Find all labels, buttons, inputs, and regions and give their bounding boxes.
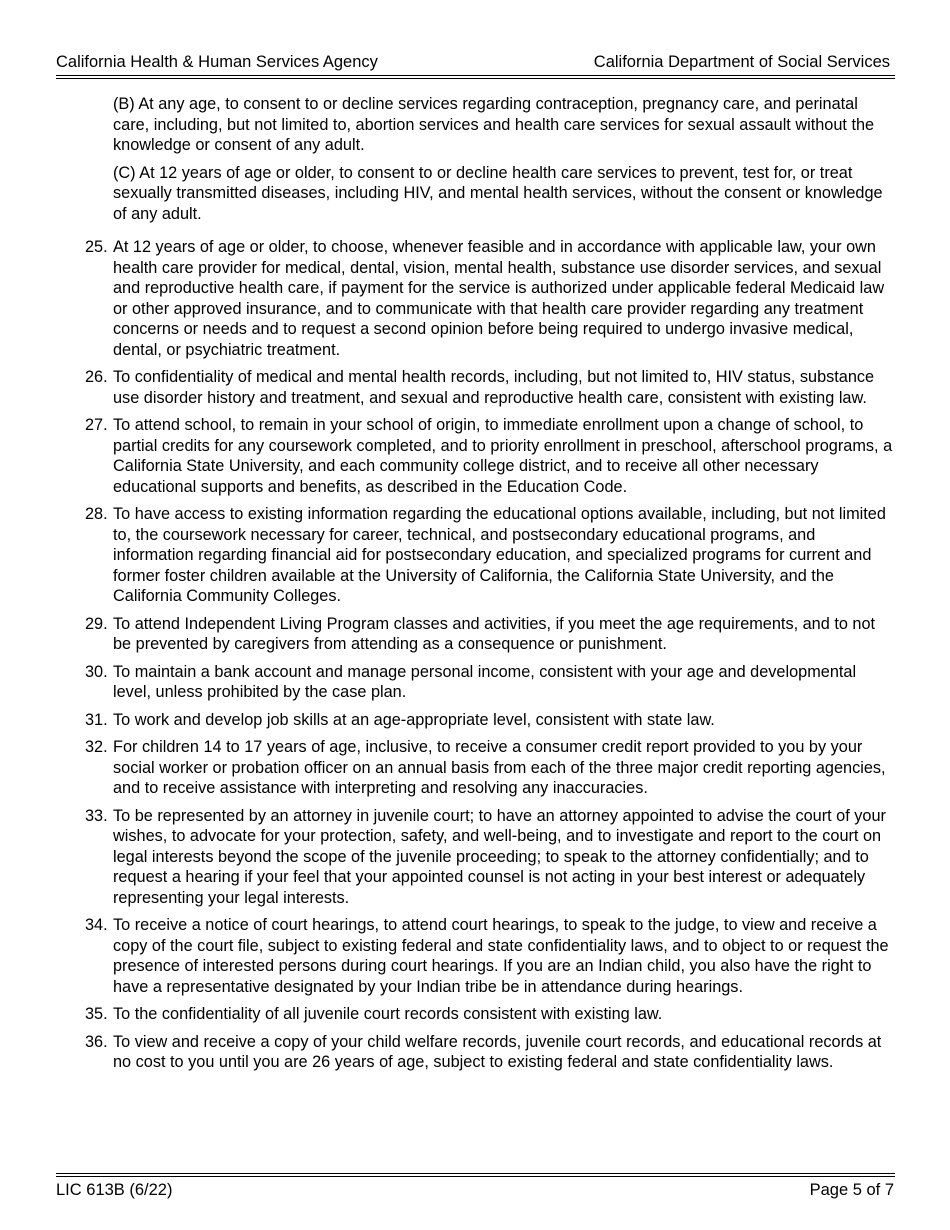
list-item — [85, 367, 894, 408]
item-text: To view and receive a copy of your child welfare records, juvenile court records, and educational records at no cost to you until you are 26 years of age, subject to existing federal and state confidentiality laws. — [113, 1032, 882, 1071]
subitem-b: (B) At any age, to consent to or decline services regarding contraception, pregnancy care, and perinatal care, including, but not limited to, abortion services and health care services for sexual assault without the knowledge or consent of any adult. — [113, 95, 875, 154]
list-item — [85, 415, 894, 497]
item-number: 29. — [85, 614, 108, 633]
item-text: To be represented by an attorney in juvenile court; to have an attorney appointed to advise the court of your wishes, to advocate for your protection, safety, and well-being, and to investigate and report to the court on legal interests beyond the scope of the juvenile proceeding; to speak to the attorney confidentially; and to request a hearing if your feel that your appointed counsel is not acting in your best interest or adequately representing your legal interests. — [113, 806, 886, 907]
item-text: To receive a notice of court hearings, to attend court hearings, to speak to the judge, to view and receive a copy of the court file, subject to existing federal and state confidentiality laws, and to object to or request the presence of interested persons during court hearings. If you are an Indian child, you also have the right to have a representative designated by your Indian tribe be in attendance during hearings. — [113, 916, 889, 996]
item-number: 27. — [85, 416, 108, 434]
page-number: Page 5 of 7 — [809, 1181, 894, 1199]
item-text: To confidentiality of medical and mental health records, including, but not limited to, HIV status, substance use disorder history and treatment, and sexual and reproductive health care, consistent with existing law. — [113, 368, 875, 407]
item-text: To attend school, to remain in your school of origin, to immediate enrollment upon a change of school, to partial credits for any coursework completed, and to priority enrollment in preschool, afterschool programs, a California State University, and each community college district, and to receive all other necessary educational supports and benefits, as described in the Education Code. — [113, 416, 893, 496]
item-text: To attend Independent Living Program classes and activities, if you meet the age requirements, and to not be prevented by caregivers from attending as a consequence or punishment. — [113, 614, 876, 653]
header-rule-top — [56, 75, 895, 76]
rights-list — [85, 237, 894, 1073]
item-text: To have access to existing information regarding the educational options available, including, but not limited to, the coursework necessary for career, technical, and postsecondary educational programs, and information regarding financial aid for postsecondary education, and specialized programs for current and former foster children available at the University of California, the California State University, and the California Community Colleges. — [113, 505, 886, 605]
item-number: 30. — [85, 662, 108, 681]
list-item — [85, 1032, 894, 1073]
list-item — [85, 710, 894, 731]
list-item — [85, 915, 894, 997]
item-number: 25. — [85, 238, 108, 256]
list-item — [85, 1004, 894, 1025]
item-text: To maintain a bank account and manage personal income, consistent with your age and developmental level, unless prohibited by the case plan. — [113, 662, 857, 701]
item-number: 32. — [85, 738, 108, 756]
page-header — [56, 52, 890, 72]
document-body — [85, 94, 894, 1080]
list-item — [85, 237, 894, 360]
footer-rule-top — [56, 1173, 895, 1174]
header-rule-bottom — [56, 78, 895, 79]
item-number: 34. — [85, 916, 108, 934]
item-number: 26. — [85, 368, 108, 386]
list-item — [85, 614, 894, 655]
item-number: 36. — [85, 1032, 108, 1051]
item-number: 35. — [85, 1005, 108, 1023]
item-text: To work and develop job skills at an age-appropriate level, consistent with state law. — [113, 710, 715, 729]
item-text: For children 14 to 17 years of age, inclusive, to receive a consumer credit report provided to you by your social worker or probation officer on an annual basis from each of the three major credit reporting agencies, and to receive assistance with interpreting and resolving any inaccuracies. — [113, 738, 886, 797]
list-item — [85, 806, 894, 909]
header-department: California Department of Social Services — [593, 53, 890, 71]
list-item — [85, 504, 894, 607]
item-number: 33. — [85, 806, 108, 825]
form-number: LIC 613B (6/22) — [56, 1181, 173, 1199]
page-footer — [56, 1180, 894, 1200]
item-text: At 12 years of age or older, to choose, whenever feasible and in accordance with applicable law, your own health care provider for medical, dental, vision, mental health, substance use disorder services, and sexual and reproductive health care, if payment for the service is authorized under applicable federal Medicaid law or other approved insurance, and to communicate with that health care provider regarding any treatment concerns or needs and to request a second opinion before being required to undergo invasive medical, dental, or psychiatric treatment. — [113, 238, 885, 359]
footer-rule-bottom — [56, 1176, 895, 1177]
item-number: 28. — [85, 505, 108, 523]
list-item — [85, 737, 894, 799]
header-agency: California Health & Human Services Agency — [56, 53, 378, 71]
item-number: 31. — [85, 710, 108, 729]
list-item — [85, 662, 894, 703]
item-text: To the confidentiality of all juvenile court records consistent with existing law. — [113, 1005, 663, 1023]
subitem-c: (C) At 12 years of age or older, to consent to or decline health care services to prevent, test for, or treat sexually transmitted diseases, including HIV, and mental health services, without the consent or knowledge of any adult. — [113, 163, 883, 223]
